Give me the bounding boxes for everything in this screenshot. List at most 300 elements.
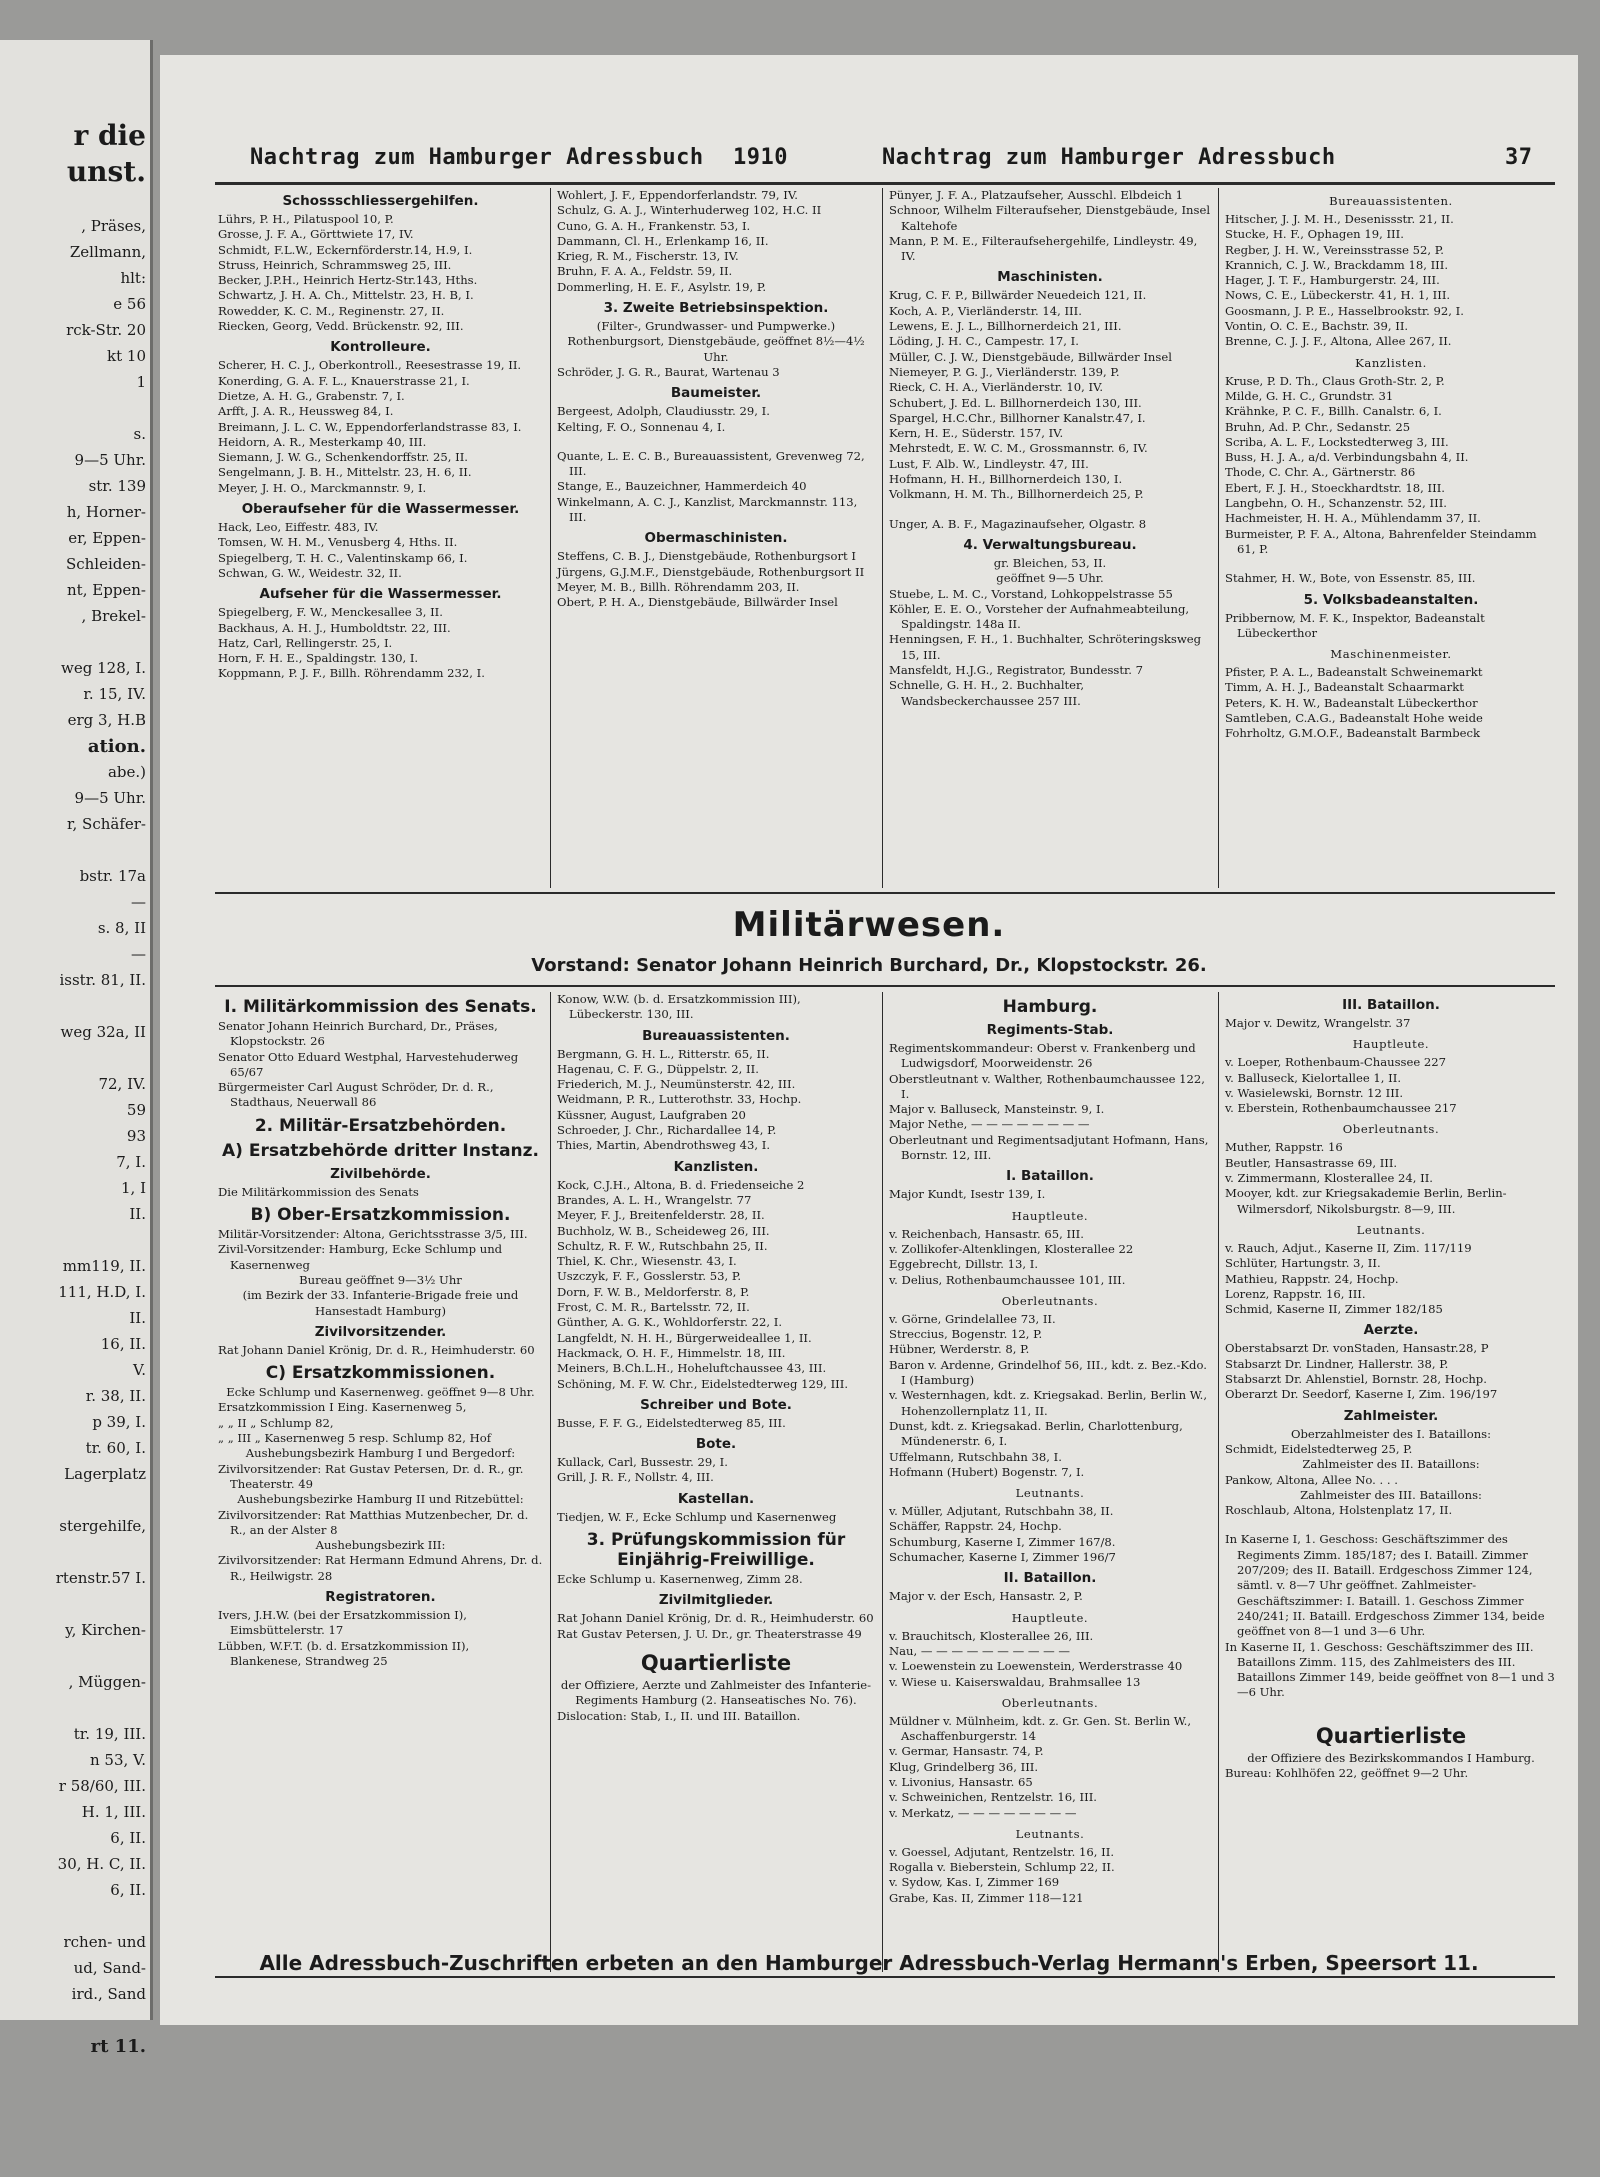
column-divider bbox=[1218, 992, 1219, 1972]
section-heading: Hamburg. bbox=[1002, 997, 1098, 1017]
directory-entry: Stuebe, L. M. C., Vorstand, Lohkoppelstrasse 55 bbox=[889, 586, 1173, 601]
previous-page-fragment: weg 32a, II bbox=[60, 1023, 146, 1041]
directory-entry: Günther, A. G. K., Wohldorferstr. 22, I. bbox=[557, 1315, 783, 1330]
centered-note: Zahlmeister des II. Bataillons: bbox=[1302, 1457, 1480, 1472]
directory-entry: Vontin, O. C. E., Bachstr. 39, II. bbox=[1225, 319, 1409, 334]
centered-note: Bureau geöffnet 9—3½ Uhr bbox=[299, 1272, 462, 1287]
directory-entry: Henningsen, F. H., 1. Buchhalter, Schröteringsksweg 15, III. bbox=[889, 632, 1202, 662]
directory-entry: Rieck, C. H. A., Vierländerstr. 10, IV. bbox=[889, 380, 1104, 395]
section-heading: Kanzlisten. bbox=[673, 1158, 759, 1175]
directory-entry: „ „ III „ Kasernenweg 5 resp. Schlump 82, Hof bbox=[218, 1431, 492, 1446]
centered-note: der Offiziere, Aerzte und Zahlmeister des Infanterie-Regiments Hamburg (2. Hanseatisches No. 76). bbox=[560, 1677, 872, 1708]
section-heading: Aufseher für die Wassermesser. bbox=[259, 586, 502, 603]
directory-entry: Weidmann, P. R., Lutterothstr. 33, Hochp. bbox=[557, 1092, 802, 1107]
directory-entry: Ersatzkommission I Eing. Kasernenweg 5, bbox=[218, 1400, 467, 1415]
directory-entry: Pribbernow, M. F. K., Inspektor, Badeanstalt Lübeckerthor bbox=[1225, 610, 1485, 640]
section-heading: Oberleutnants. bbox=[1001, 1293, 1099, 1308]
previous-page-fragment: r 58/60, III. bbox=[58, 1777, 146, 1795]
section-heading: Zivilbehörde. bbox=[330, 1165, 431, 1182]
previous-page-fragment: 1 bbox=[136, 373, 146, 391]
directory-entry: Hagenau, C. F. G., Düppelstr. 2, II. bbox=[557, 1061, 759, 1076]
directory-entry: Kern, H. E., Süderstr. 157, IV. bbox=[889, 426, 1064, 441]
quartierliste-heading: Quartierliste bbox=[1315, 1723, 1467, 1748]
previous-page-fragment: V. bbox=[133, 1361, 146, 1379]
previous-page-fragment: r. 38, II. bbox=[85, 1387, 146, 1405]
section-heading: Zahlmeister. bbox=[1343, 1407, 1439, 1424]
directory-entry: Mann, P. M. E., Filteraufsehergehilfe, Lindleystr. 49, IV. bbox=[889, 233, 1198, 264]
directory-entry: Mansfeldt, H.J.G., Registrator, Bundesstr. 7 bbox=[889, 663, 1144, 678]
directory-entry: Schröder, J. G. R., Baurat, Wartenau 3 bbox=[557, 364, 780, 379]
column-divider bbox=[550, 188, 551, 888]
directory-entry: Schmidt, F.L.W., Eckernförderstr.14, H.9, I. bbox=[218, 242, 473, 257]
directory-entry: Grabe, Kas. II, Zimmer 118—121 bbox=[889, 1890, 1084, 1905]
document-page bbox=[160, 55, 1578, 2025]
directory-entry: Hofmann, H. H., Billhornerdeich 130, I. bbox=[889, 472, 1123, 487]
directory-entry: v. Merkatz, — — — — — — — — bbox=[889, 1805, 1077, 1820]
directory-entry: Grosse, J. F. A., Görttwiete 17, IV. bbox=[218, 227, 414, 242]
previous-page-fragment: 1, I bbox=[120, 1179, 146, 1197]
previous-page-fragment: y, Kirchen- bbox=[65, 1621, 146, 1639]
directory-entry: Major Nethe, — — — — — — — — bbox=[889, 1117, 1090, 1132]
directory-entry: Krieg, R. M., Fischerstr. 13, IV. bbox=[557, 249, 739, 264]
section-heading: Hauptleute. bbox=[1011, 1610, 1089, 1625]
directory-entry: Busse, F. F. G., Eidelstedterweg 85, III. bbox=[557, 1415, 786, 1430]
section-heading: 5. Volksbadeanstalten. bbox=[1303, 591, 1479, 608]
directory-entry: Stange, E., Bauzeichner, Hammerdeich 40 bbox=[557, 479, 807, 494]
section-heading: Zivilvorsitzender. bbox=[314, 1323, 447, 1340]
directory-entry: Scriba, A. L. F., Lockstedterweg 3, III. bbox=[1225, 434, 1449, 449]
footer-notice: Alle Adressbuch-Zuschriften erbeten an den Hamburger Adressbuch-Verlag Hermann's Erben, Speersort 11. bbox=[259, 1951, 1479, 1975]
directory-entry: Stucke, H. F., Ophagen 19, III. bbox=[1225, 227, 1404, 242]
previous-page-fragment: Zellmann, bbox=[69, 243, 146, 261]
header-rule bbox=[215, 182, 1555, 185]
directory-entry: v. Zimmermann, Klosterallee 24, II. bbox=[1225, 1171, 1433, 1186]
centered-note: Aushebungsbezirke Hamburg II und Ritzebüttel: bbox=[237, 1492, 524, 1507]
section-heading: Kanzlisten. bbox=[1355, 355, 1427, 370]
directory-entry: Rowedder, K. C. M., Reginenstr. 27, II. bbox=[218, 303, 445, 318]
directory-entry: Spiegelberg, T. H. C., Valentinskamp 66, I. bbox=[218, 550, 468, 565]
directory-entry: Mooyer, kdt. zur Kriegsakademie Berlin, Berlin-Wilmersdorf, Nikolsburgstr. 8—9, III. bbox=[1225, 1186, 1507, 1216]
spacer bbox=[557, 435, 875, 449]
previous-page-fragment: — bbox=[131, 945, 146, 963]
directory-entry: Milde, G. H. C., Grundstr. 31 bbox=[1225, 388, 1394, 403]
section-heading: 3. Prüfungskommission für Einjährig-Freiwillige. bbox=[586, 1530, 846, 1571]
previous-page-fragment: Lagerplatz bbox=[64, 1465, 146, 1483]
previous-page-fragment: unst. bbox=[66, 155, 146, 188]
previous-page-fragment: 93 bbox=[126, 1127, 146, 1145]
directory-entry: Siemann, J. W. G., Schenkendorffstr. 25, II. bbox=[218, 450, 468, 465]
directory-entry: Baron v. Ardenne, Grindelhof 56, III., kdt. z. Bez.-Kdo. I (Hamburg) bbox=[889, 1357, 1207, 1388]
directory-entry: Major v. Balluseck, Mansteinstr. 9, I. bbox=[889, 1102, 1105, 1117]
section-rule-top bbox=[215, 892, 1555, 894]
directory-entry: Frost, C. M. R., Bartelsstr. 72, II. bbox=[557, 1300, 750, 1315]
directory-entry: Buchholz, W. B., Scheideweg 26, III. bbox=[557, 1223, 770, 1238]
directory-entry: Hofmann (Hubert) Bogenstr. 7, I. bbox=[889, 1464, 1085, 1479]
directory-entry: Riecken, Georg, Vedd. Brückenstr. 92, III. bbox=[218, 319, 464, 334]
directory-entry: Schwartz, J. H. A. Ch., Mittelstr. 23, H. B, I. bbox=[218, 288, 474, 303]
directory-entry: Uffelmann, Rutschbahn 38, I. bbox=[889, 1449, 1062, 1464]
upper-column-1 bbox=[218, 188, 543, 888]
directory-entry: Schmidt, Eidelstedterweg 25, P. bbox=[1225, 1441, 1413, 1456]
directory-entry: Dietze, A. H. G., Grabenstr. 7, I. bbox=[218, 388, 405, 403]
directory-entry: Ecke Schlump u. Kasernenweg, Zimm 28. bbox=[557, 1572, 803, 1587]
centered-note: Zahlmeister des III. Bataillons: bbox=[1300, 1487, 1482, 1502]
directory-entry: v. Goessel, Adjutant, Rentzelstr. 16, II. bbox=[889, 1844, 1115, 1859]
directory-entry: Krannich, C. J. W., Brackdamm 18, III. bbox=[1225, 257, 1449, 272]
previous-page-fragment: ud, Sand- bbox=[73, 1959, 146, 1977]
directory-entry: Senator Otto Eduard Westphal, Harvestehuderweg 65/67 bbox=[218, 1049, 519, 1079]
previous-page-fragment: kt 10 bbox=[107, 347, 146, 365]
section-heading: C) Ersatzkommissionen. bbox=[265, 1363, 496, 1384]
directory-entry: Dorn, F. W. B., Meldorferstr. 8, P. bbox=[557, 1284, 750, 1299]
directory-entry: Schlüter, Hartungstr. 3, II. bbox=[1225, 1256, 1381, 1271]
directory-entry: Nows, C. E., Lübeckerstr. 41, H. 1, III. bbox=[1225, 288, 1451, 303]
directory-entry: Burmeister, P. F. A., Altona, Bahrenfelder Steindamm 61, P. bbox=[1225, 526, 1537, 556]
directory-entry: Samtleben, C.A.G., Badeanstalt Hohe weide bbox=[1225, 711, 1483, 726]
centered-note: der Offiziere des Bezirkskommandos I Hamburg. bbox=[1247, 1750, 1535, 1765]
directory-entry: In Kaserne II, 1. Geschoss: Geschäftszimmer des III. Bataillons Zimm. 115, des Zahlmeisters des III. Bataillons Zimmer 149, beide geöffnet von 8—1 und 3—6 Uhr. bbox=[1225, 1639, 1555, 1700]
directory-entry: Zivilvorsitzender: Rat Gustav Petersen, Dr. d. R., gr. Theaterstr. 49 bbox=[218, 1461, 524, 1491]
directory-entry: Oberstabsarzt Dr. vonStaden, Hansastr.28, P bbox=[1225, 1341, 1489, 1356]
lower-column-3 bbox=[889, 992, 1211, 1972]
directory-entry: Roschlaub, Altona, Holstenplatz 17, II. bbox=[1225, 1503, 1453, 1518]
previous-page-fragment: rt 11. bbox=[90, 2036, 146, 2057]
section-heading: Bureauassistenten. bbox=[642, 1027, 790, 1044]
directory-entry: Niemeyer, P. G. J., Vierländerstr. 139, P. bbox=[889, 364, 1120, 379]
directory-entry: Cuno, G. A. H., Frankenstr. 53, I. bbox=[557, 218, 751, 233]
directory-entry: v. Brauchitsch, Klosterallee 26, III. bbox=[889, 1628, 1094, 1643]
section-heading: Hauptleute. bbox=[1352, 1037, 1430, 1052]
previous-page-fragment: 30, H. C, II. bbox=[57, 1855, 146, 1873]
section-heading: Leutnants. bbox=[1015, 1486, 1085, 1501]
lower-column-2 bbox=[557, 992, 875, 1972]
directory-entry: Steffens, C. B. J., Dienstgebäude, Rothenburgsort I bbox=[557, 549, 856, 564]
lower-column-1 bbox=[218, 992, 543, 1972]
directory-entry: Streccius, Bogenstr. 12, P. bbox=[889, 1327, 1043, 1342]
quartierliste-heading: Quartierliste bbox=[640, 1650, 792, 1675]
directory-entry: Scherer, H. C. J., Oberkontroll., Reesestrasse 19, II. bbox=[218, 358, 522, 373]
directory-entry: Fohrholtz, G.M.O.F., Badeanstalt Barmbeck bbox=[1225, 726, 1481, 741]
directory-entry: Grill, J. R. F., Nollstr. 4, III. bbox=[557, 1470, 714, 1485]
directory-entry: Lewens, E. J. L., Billhornerdeich 21, III. bbox=[889, 319, 1122, 334]
directory-entry: Schultz, R. F. W., Rutschbahn 25, II. bbox=[557, 1238, 768, 1253]
directory-entry: Hack, Leo, Eiffestr. 483, IV. bbox=[218, 520, 379, 535]
previous-page-fragment: r die bbox=[73, 119, 146, 152]
directory-entry: Köhler, E. E. O., Vorsteher der Aufnahmeabteilung, Spaldingstr. 148a II. bbox=[889, 601, 1190, 632]
directory-entry: Senator Johann Heinrich Burchard, Dr., Präses, Klopstockstr. 26 bbox=[218, 1019, 498, 1049]
directory-entry: v. Görne, Grindelallee 73, II. bbox=[889, 1311, 1056, 1326]
previous-page-fragment: Schleiden- bbox=[65, 555, 146, 573]
section-heading: Bote. bbox=[695, 1436, 737, 1453]
directory-entry: Dislocation: Stab, I., II. und III. Bataillon. bbox=[557, 1708, 801, 1723]
directory-entry: Rogalla v. Bieberstein, Schlump 22, II. bbox=[889, 1860, 1115, 1875]
spacer bbox=[889, 503, 1211, 517]
directory-entry: v. Wasielewski, Bornstr. 12 III. bbox=[1225, 1085, 1404, 1100]
centered-note: Rothenburgsort, Dienstgebäude, geöffnet 8½—4½ Uhr. bbox=[567, 334, 865, 364]
directory-entry: v. Delius, Rothenbaumchaussee 101, III. bbox=[889, 1272, 1126, 1287]
section-heading: Obermaschinisten. bbox=[644, 530, 788, 547]
spacer bbox=[1225, 557, 1557, 571]
directory-entry: Nau, — — — — — — — — — — bbox=[889, 1643, 1070, 1658]
previous-page-fragment: nt, Eppen- bbox=[67, 581, 146, 599]
directory-entry: Müller, C. J. W., Dienstgebäude, Billwärder Insel bbox=[889, 349, 1172, 364]
section-heading: Leutnants. bbox=[1356, 1222, 1426, 1237]
directory-entry: Zivilvorsitzender: Rat Matthias Mutzenbecher, Dr. d. R., an der Alster 8 bbox=[218, 1507, 529, 1537]
footer-rule bbox=[215, 1976, 1555, 1978]
directory-entry: Buss, H. J. A., a/d. Verbindungsbahn 4, II. bbox=[1225, 450, 1469, 465]
previous-page-fragment: str. 139 bbox=[88, 477, 146, 495]
previous-page-fragment: isstr. 81, II. bbox=[59, 971, 146, 989]
section-heading: 4. Verwaltungsbureau. bbox=[963, 536, 1137, 553]
directory-entry: v. Loewenstein zu Loewenstein, Werderstrasse 40 bbox=[889, 1659, 1183, 1674]
directory-entry: Lührs, P. H., Pilatuspool 10, P. bbox=[218, 212, 394, 226]
previous-page-fragment: , Brekel- bbox=[81, 607, 146, 625]
upper-column-4 bbox=[1225, 188, 1557, 888]
directory-entry: Zivilvorsitzender: Rat Hermann Edmund Ahrens, Dr. d. R., Heilwigstr. 28 bbox=[218, 1553, 543, 1583]
directory-entry: Rat Johann Daniel Krönig, Dr. d. R., Heimhuderstr. 60 bbox=[218, 1342, 535, 1357]
section-heading: I. Militärkommission des Senats. bbox=[224, 997, 537, 1017]
directory-entry: Unger, A. B. F., Magazinaufseher, Olgastr. 8 bbox=[889, 516, 1147, 531]
directory-entry: Breimann, J. L. C. W., Eppendorferlandstrasse 83, I. bbox=[218, 419, 522, 434]
directory-entry: Lorenz, Rappstr. 16, III. bbox=[1225, 1286, 1366, 1301]
directory-entry: Uszczyk, F. F., Gosslerstr. 53, P. bbox=[557, 1269, 742, 1284]
centered-note: Aushebungsbezirk III: bbox=[315, 1538, 446, 1553]
section-heading: Maschinenmeister. bbox=[1330, 647, 1452, 662]
directory-entry: Eggebrecht, Dillstr. 13, I. bbox=[889, 1257, 1039, 1272]
directory-entry: Schmid, Kaserne II, Zimmer 182/185 bbox=[1225, 1302, 1443, 1317]
directory-entry: Brandes, A. L. H., Wrangelstr. 77 bbox=[557, 1192, 752, 1207]
directory-entry: Klug, Grindelberg 36, III. bbox=[889, 1759, 1039, 1774]
previous-page-fragment: 72, IV. bbox=[98, 1075, 146, 1093]
centered-note: gr. Bleichen, 53, II. bbox=[993, 555, 1107, 570]
section-heading: Oberleutnants. bbox=[1342, 1122, 1440, 1137]
section-heading: Baumeister. bbox=[670, 385, 762, 402]
directory-entry: Müldner v. Mülnheim, kdt. z. Gr. Gen. St. Berlin W., Aschaffenburgerstr. 14 bbox=[889, 1713, 1192, 1744]
previous-page-fragment: e 56 bbox=[113, 295, 146, 313]
previous-page-fragment: , Präses, bbox=[81, 217, 146, 235]
previous-page-fragment: abe.) bbox=[107, 763, 146, 781]
directory-entry: Becker, J.P.H., Heinrich Hertz-Str.143, Hths. bbox=[218, 273, 478, 288]
directory-entry: Meiners, B.Ch.L.H., Hoheluftchaussee 43, III. bbox=[557, 1361, 827, 1376]
section-heading: A) Ersatzbehörde dritter Instanz. bbox=[222, 1140, 539, 1161]
directory-entry: Sengelmann, J. B. H., Mittelstr. 23, H. 6, II. bbox=[218, 465, 472, 480]
directory-entry: Dunst, kdt. z. Kriegsakad. Berlin, Charlottenburg, Mündenerstr. 6, I. bbox=[889, 1418, 1183, 1449]
directory-entry: Rat Johann Daniel Krönig, Dr. d. R., Heimhuderstr. 60 bbox=[557, 1611, 874, 1626]
directory-entry: v. Loeper, Rothenbaum-Chaussee 227 bbox=[1225, 1055, 1447, 1070]
section-heading: Leutnants. bbox=[1015, 1826, 1085, 1841]
previous-page-fragment: stergehilfe, bbox=[59, 1517, 146, 1535]
directory-entry: Lübben, W.F.T. (b. d. Ersatzkommission II), Blankenese, Strandweg 25 bbox=[218, 1638, 470, 1668]
directory-entry: Pünyer, J. F. A., Platzaufseher, Ausschl. Elbdeich 1 bbox=[889, 188, 1183, 202]
directory-entry: v. Zollikofer-Altenklingen, Klosterallee 22 bbox=[889, 1241, 1134, 1256]
upper-column-2 bbox=[557, 188, 875, 888]
directory-entry: Stabsarzt Dr. Lindner, Hallerstr. 38, P. bbox=[1225, 1356, 1449, 1371]
directory-entry: Stabsarzt Dr. Ahlenstiel, Bornstr. 28, Hochp. bbox=[1225, 1372, 1487, 1387]
previous-page-fragment: — bbox=[131, 893, 146, 911]
directory-entry: Löding, J. H. C., Campestr. 17, I. bbox=[889, 334, 1079, 349]
directory-entry: Konerding, G. A. F. L., Knauerstrasse 21, I. bbox=[218, 373, 470, 388]
section-heading: Schreiber und Bote. bbox=[640, 1396, 792, 1413]
directory-entry: Major v. der Esch, Hansastr. 2, P. bbox=[889, 1589, 1083, 1604]
directory-entry: Hübner, Werderstr. 8, P. bbox=[889, 1342, 1030, 1357]
section-heading: Hauptleute. bbox=[1011, 1208, 1089, 1223]
directory-entry: Struss, Heinrich, Schrammsweg 25, III. bbox=[218, 257, 452, 272]
page-number: 37 bbox=[1505, 145, 1533, 170]
directory-entry: Major Kundt, Isestr 139, I. bbox=[889, 1187, 1046, 1202]
directory-entry: Meyer, M. B., Billh. Röhrendamm 203, II. bbox=[557, 579, 800, 594]
previous-page-fragment: 16, II. bbox=[100, 1335, 146, 1353]
directory-entry: Bruhn, F. A. A., Feldstr. 59, II. bbox=[557, 264, 733, 279]
header-year: 1910 bbox=[733, 145, 788, 170]
directory-entry: Obert, P. H. A., Dienstgebäude, Billwärder Insel bbox=[557, 595, 838, 610]
directory-entry: Dammann, Cl. H., Erlenkamp 16, II. bbox=[557, 233, 769, 248]
previous-page-fragment: H. 1, III. bbox=[81, 1803, 146, 1821]
directory-entry: Oberleutnant und Regimentsadjutant Hofmann, Hans, Bornstr. 12, III. bbox=[889, 1132, 1209, 1163]
directory-entry: Meyer, J. H. O., Marckmannstr. 9, I. bbox=[218, 480, 427, 495]
directory-entry: v. Müller, Adjutant, Rutschbahn 38, II. bbox=[889, 1504, 1114, 1519]
directory-entry: Hackmack, O. H. F., Himmelstr. 18, III. bbox=[557, 1345, 786, 1360]
section-heading: Schossschliessergehilfen. bbox=[282, 193, 479, 209]
section-heading: Maschinisten. bbox=[997, 269, 1103, 286]
directory-entry: Wohlert, J. F., Eppendorferlandstr. 79, IV. bbox=[557, 188, 798, 202]
section-heading: 2. Militär-Ersatzbehörden. bbox=[254, 1115, 507, 1136]
directory-entry: Heidorn, A. R., Mesterkamp 40, III. bbox=[218, 434, 427, 449]
previous-page-fragment: tr. 19, III. bbox=[73, 1725, 146, 1743]
directory-entry: Ivers, J.H.W. (bei der Ersatzkommission I), Eimsbüttelerstr. 17 bbox=[218, 1608, 467, 1638]
section-rule-bottom bbox=[215, 985, 1555, 987]
directory-entry: v. Livonius, Hansastr. 65 bbox=[889, 1774, 1033, 1789]
directory-entry: Hatz, Carl, Rellingerstr. 25, I. bbox=[218, 635, 393, 650]
previous-page-fragment: , Müggen- bbox=[68, 1673, 146, 1691]
section-heading: Oberleutnants. bbox=[1001, 1695, 1099, 1710]
directory-entry: Langbehn, O. H., Schanzenstr. 52, III. bbox=[1225, 496, 1447, 511]
directory-entry: v. Balluseck, Kielortallee 1, II. bbox=[1225, 1070, 1402, 1085]
section-heading: I. Bataillon. bbox=[1006, 1168, 1094, 1185]
lower-column-4 bbox=[1225, 992, 1557, 1972]
directory-entry: Militär-Vorsitzender: Altona, Gerichtsstrasse 3/5, III. bbox=[218, 1227, 528, 1242]
directory-entry: v. Wiese u. Kaiserswaldau, Brahmsallee 13 bbox=[889, 1674, 1141, 1689]
directory-entry: Krähnke, P. C. F., Billh. Canalstr. 6, I. bbox=[1225, 404, 1442, 419]
section-heading: III. Bataillon. bbox=[1342, 997, 1440, 1013]
spacer bbox=[1225, 1518, 1557, 1532]
directory-entry: Zivil-Vorsitzender: Hamburg, Ecke Schlump und Kasernenweg bbox=[218, 1242, 503, 1272]
directory-entry: Langfeldt, N. H. H., Bürgerweideallee 1, II. bbox=[557, 1330, 812, 1345]
section-heading: Aerzte. bbox=[1363, 1322, 1419, 1339]
previous-page-fragment: 6, II. bbox=[110, 1881, 146, 1899]
directory-entry: Brenne, C. J. J. F., Altona, Allee 267, II. bbox=[1225, 334, 1452, 349]
directory-entry: Peters, K. H. W., Badeanstalt Lübeckerthor bbox=[1225, 695, 1478, 710]
previous-page-fragment: tr. 60, I. bbox=[85, 1439, 146, 1457]
directory-entry: Schumburg, Kaserne I, Zimmer 167/8. bbox=[889, 1534, 1116, 1549]
directory-entry: Friederich, M. J., Neumünsterstr. 42, III. bbox=[557, 1077, 796, 1092]
directory-entry: Ebert, F. J. H., Stoeckhardtstr. 18, III. bbox=[1225, 480, 1445, 495]
column-divider bbox=[882, 992, 883, 1972]
previous-page-fragment: 9—5 Uhr. bbox=[74, 451, 146, 469]
directory-entry: v. Westernhagen, kdt. z. Kriegsakad. Berlin, Berlin W., Hohenzollernplatz 11, II. bbox=[889, 1388, 1208, 1418]
previous-page-fragment: er, Eppen- bbox=[68, 529, 146, 547]
previous-page-fragment: hlt: bbox=[120, 269, 146, 287]
running-header bbox=[250, 139, 1533, 179]
directory-entry: v. Germar, Hansastr. 74, P. bbox=[889, 1744, 1044, 1759]
directory-entry: Timm, A. H. J., Badeanstalt Schaarmarkt bbox=[1225, 680, 1464, 695]
directory-entry: Kullack, Carl, Bussestr. 29, I. bbox=[557, 1455, 728, 1470]
spacer bbox=[1225, 1701, 1557, 1715]
centered-note: (Filter-, Grundwasser- und Pumpwerke.) bbox=[596, 319, 836, 334]
directory-entry: Tomsen, W. H. M., Venusberg 4, Hths. II. bbox=[218, 535, 458, 550]
previous-page-fragment: II. bbox=[129, 1309, 146, 1327]
directory-entry: Bürgermeister Carl August Schröder, Dr. d. R., Stadthaus, Neuerwall 86 bbox=[218, 1080, 494, 1110]
directory-entry: Lust, F. Alb. W., Lindleystr. 47, III. bbox=[889, 456, 1089, 471]
directory-entry: Hitscher, J. J. M. H., Desenissstr. 21, II. bbox=[1225, 212, 1454, 226]
directory-entry: Schnelle, G. H. H., 2. Buchhalter, Wandsbeckerchaussee 257 III. bbox=[889, 678, 1084, 708]
directory-entry: Koch, A. P., Vierländerstr. 14, III. bbox=[889, 303, 1082, 318]
section-heading: Bureauassistenten. bbox=[1329, 194, 1453, 208]
directory-entry: Muther, Rappstr. 16 bbox=[1225, 1140, 1343, 1155]
directory-entry: Bergmann, G. H. L., Ritterstr. 65, II. bbox=[557, 1046, 770, 1061]
directory-entry: Schubert, J. Ed. L. Billhornerdeich 130, III. bbox=[889, 395, 1142, 410]
directory-entry: v. Schweinichen, Rentzelstr. 16, III. bbox=[889, 1790, 1097, 1805]
header-right-title: Nachtrag zum Hamburger Adressbuch bbox=[882, 145, 1336, 170]
section-heading: Oberaufseher für die Wassermesser. bbox=[241, 501, 520, 518]
previous-page-fragment: h, Horner- bbox=[66, 503, 146, 521]
directory-entry: Regber, J. H. W., Vereinsstrasse 52, P. bbox=[1225, 242, 1444, 257]
upper-column-3 bbox=[889, 188, 1211, 888]
directory-entry: Bureau: Kohlhöfen 22, geöffnet 9—2 Uhr. bbox=[1225, 1765, 1469, 1780]
section-heading: Registratoren. bbox=[325, 1589, 436, 1606]
directory-entry: Schroeder, J. Chr., Richardallee 14, P. bbox=[557, 1123, 777, 1138]
previous-page-fragment: erg 3, H.B bbox=[67, 711, 146, 729]
directory-entry: Quante, L. E. C. B., Bureauassistent, Grevenweg 72, III. bbox=[557, 448, 865, 479]
directory-entry: Volkmann, H. M. Th., Billhornerdeich 25, P. bbox=[889, 487, 1144, 502]
directory-entry: Schumacher, Kaserne I, Zimmer 196/7 bbox=[889, 1550, 1116, 1565]
directory-entry: Horn, F. H. E., Spaldingstr. 130, I. bbox=[218, 651, 419, 666]
directory-entry: Krug, C. F. P., Billwärder Neuedeich 121, II. bbox=[889, 288, 1147, 303]
directory-entry: Major v. Dewitz, Wrangelstr. 37 bbox=[1225, 1016, 1411, 1030]
previous-page-fragment: 6, II. bbox=[110, 1829, 146, 1847]
previous-page-fragment: 7, I. bbox=[116, 1153, 146, 1171]
directory-entry: Kock, C.J.H., Altona, B. d. Friedenseiche 2 bbox=[557, 1177, 805, 1192]
section-heading: II. Bataillon. bbox=[1003, 1570, 1097, 1587]
centered-note: geöffnet 9—5 Uhr. bbox=[996, 571, 1104, 586]
directory-entry: Hager, J. T. F., Hamburgerstr. 24, III. bbox=[1225, 273, 1440, 288]
previous-page-fragment: s. 8, II bbox=[97, 919, 146, 937]
directory-entry: Tiedjen, W. F., Ecke Schlump und Kasernenweg bbox=[557, 1509, 837, 1524]
previous-page-fragment: 59 bbox=[126, 1101, 146, 1119]
directory-entry: Kelting, F. O., Sonnenau 4, I. bbox=[557, 419, 726, 434]
directory-entry: Thode, C. Chr. A., Gärtnerstr. 86 bbox=[1225, 465, 1416, 480]
directory-entry: Koppmann, P. J. F., Billh. Röhrendamm 232, I. bbox=[218, 666, 485, 681]
directory-entry: Regimentskommandeur: Oberst v. Frankenberg und Ludwigsdorf, Moorweidenstr. 26 bbox=[889, 1041, 1196, 1071]
directory-entry: „ „ II „ Schlump 82, bbox=[218, 1415, 334, 1430]
directory-entry: Mathieu, Rappstr. 24, Hochp. bbox=[1225, 1271, 1399, 1286]
directory-entry: Dommerling, H. E. F., Asylstr. 19, P. bbox=[557, 279, 767, 294]
section-heading: 3. Zweite Betriebsinspektion. bbox=[603, 300, 829, 317]
centered-note: Ecke Schlump und Kasernenweg. geöffnet 9—8 Uhr. bbox=[226, 1385, 535, 1400]
directory-entry: Schulz, G. A. J., Winterhuderweg 102, H.C. II bbox=[557, 203, 822, 218]
previous-page-strip bbox=[0, 40, 153, 2057]
directory-entry: Jürgens, G.J.M.F., Dienstgebäude, Rothenburgsort II bbox=[557, 564, 865, 579]
previous-page-fragment: p 39, I. bbox=[92, 1413, 146, 1431]
directory-entry: Stahmer, H. W., Bote, von Essenstr. 85, III. bbox=[1225, 571, 1476, 586]
centered-note: (im Bezirk der 33. Infanterie-Brigade freie und Hansestadt Hamburg) bbox=[242, 1288, 519, 1318]
directory-entry: Pfister, P. A. L., Badeanstalt Schweinemarkt bbox=[1225, 665, 1483, 680]
directory-entry: Thiel, K. Chr., Wiesenstr. 43, I. bbox=[557, 1254, 737, 1269]
directory-entry: v. Reichenbach, Hansastr. 65, III. bbox=[889, 1226, 1084, 1241]
directory-entry: v. Sydow, Kas. I, Zimmer 169 bbox=[889, 1875, 1060, 1890]
directory-entry: Küssner, August, Laufgraben 20 bbox=[557, 1107, 746, 1122]
section-heading: Regiments-Stab. bbox=[986, 1022, 1114, 1038]
section-subtitle: Vorstand: Senator Johann Heinrich Burchard, Dr., Klopstockstr. 26. bbox=[531, 955, 1207, 976]
